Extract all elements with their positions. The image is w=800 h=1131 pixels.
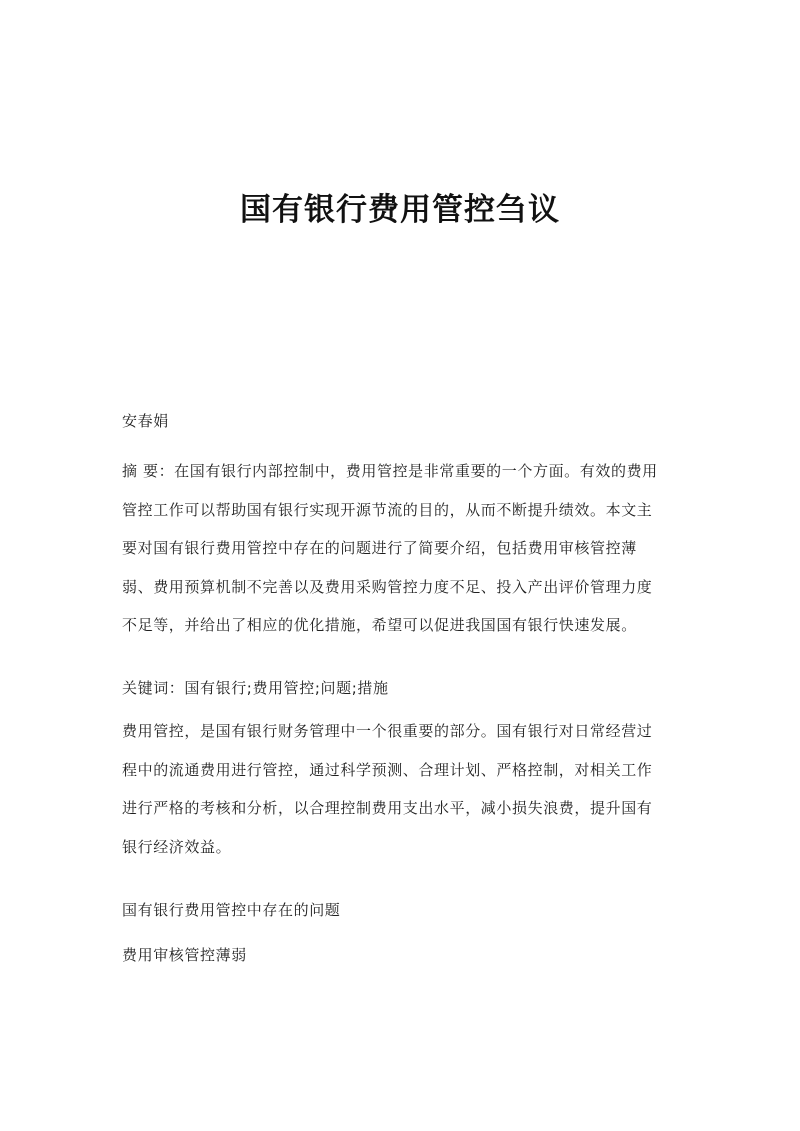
abstract-paragraph xyxy=(122,452,682,645)
abstract-line: 管控工作可以帮助国有银行实现开源节流的目的，从而不断提升绩效。本文主 xyxy=(122,500,653,519)
intro-line: 进行严格的考核和分析，以合理控制费用支出水平，减小损失浪费，提升国有 xyxy=(122,799,653,817)
section-heading: 国有银行费用管控中存在的问题 xyxy=(122,901,341,919)
abstract-line: 要对国有银行费用管控中存在的问题进行了简要介绍，包括费用审核管控薄 xyxy=(122,539,637,557)
abstract-line: 摘 要：在国有银行内部控制中，费用管控是非常重要的一个方面。有效的费用 xyxy=(122,462,658,480)
abstract-line: 不足等，并给出了相应的优化措施，希望可以促进我国国有银行快速发展。 xyxy=(122,616,637,634)
intro-paragraph xyxy=(122,712,682,866)
document-title: 国有银行费用管控刍议 xyxy=(240,192,560,228)
abstract-line: 弱、费用预算机制不完善以及费用采购管控力度不足、投入产出评价管理力度 xyxy=(122,577,653,596)
intro-line: 程中的流通费用进行管控，通过科学预测、合理计划、严格控制，对相关工作 xyxy=(122,760,653,779)
intro-line: 费用管控，是国有银行财务管理中一个很重要的部分。国有银行对日常经营过 xyxy=(122,722,653,740)
author-name: 安春娟 xyxy=(122,412,169,430)
intro-line: 银行经济效益。 xyxy=(122,837,232,856)
subsection-heading: 费用审核管控薄弱 xyxy=(122,946,247,964)
keywords-line: 关键词：国有银行;费用管控;问题;措施 xyxy=(122,679,389,697)
